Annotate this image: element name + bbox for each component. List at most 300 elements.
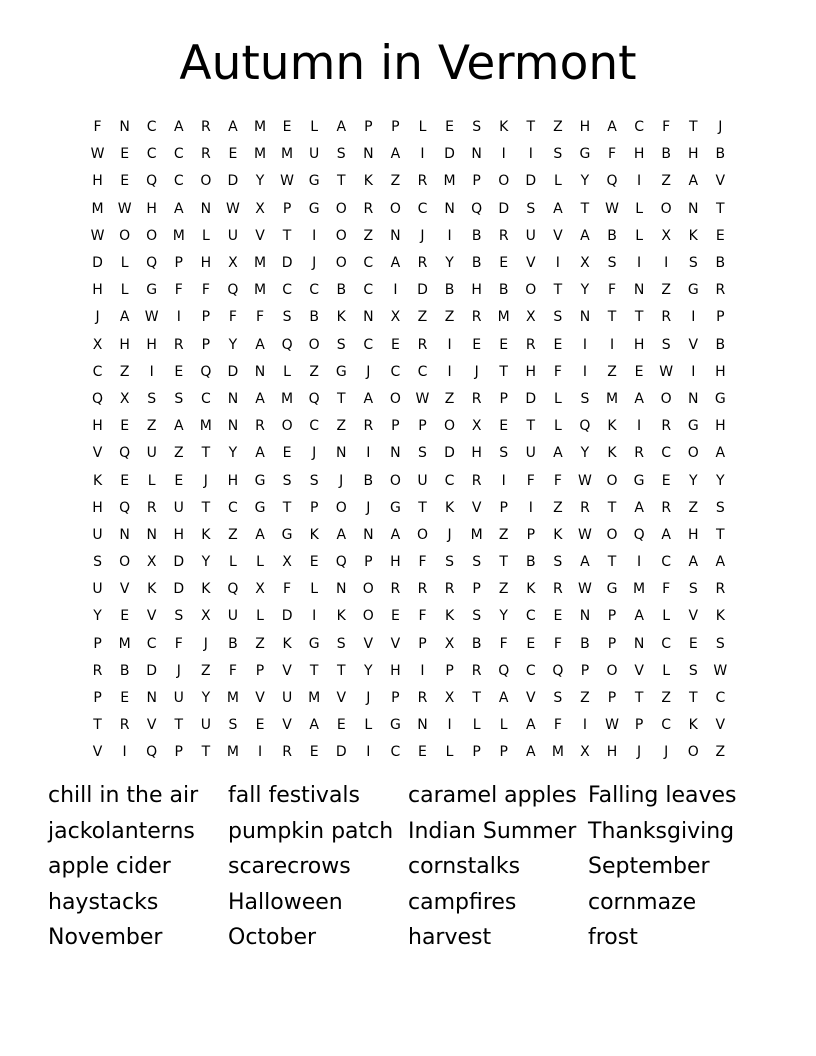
- grid-letter: K: [336, 309, 346, 326]
- grid-letter: F: [553, 717, 562, 734]
- grid-letter: T: [688, 119, 698, 136]
- grid-letter: N: [363, 146, 374, 163]
- grid-letter: H: [390, 662, 401, 679]
- grid-letter: Q: [308, 390, 320, 407]
- grid-letter: O: [362, 608, 374, 625]
- grid-letter: A: [309, 717, 319, 734]
- grid-letter: G: [687, 282, 699, 299]
- grid-letter: S: [93, 554, 102, 571]
- grid-letter: N: [633, 635, 645, 652]
- grid-letter: P: [418, 635, 427, 652]
- grid-letter: S: [174, 608, 184, 625]
- grid-letter: F: [553, 363, 562, 380]
- grid-letter: D: [146, 662, 158, 679]
- grid-letter: U: [281, 690, 293, 707]
- grid-letter: Y: [716, 472, 725, 489]
- word-list-item: November: [48, 925, 163, 950]
- grid-letter: I: [312, 227, 317, 244]
- grid-letter: A: [634, 390, 644, 407]
- grid-letter: Y: [580, 445, 590, 462]
- word-list-item: haystacks: [48, 889, 159, 915]
- grid-letter: I: [582, 363, 588, 380]
- grid-letter: H: [687, 526, 699, 543]
- grid-letter: E: [336, 717, 346, 734]
- grid-letter: R: [471, 309, 482, 326]
- grid-letter: H: [92, 173, 103, 190]
- grid-letter: V: [119, 581, 130, 598]
- word-list-item: cornstalks: [408, 854, 521, 879]
- grid-letter: Q: [92, 390, 104, 407]
- grid-letter: A: [173, 200, 184, 217]
- grid-row: [84, 196, 734, 223]
- grid-letter: F: [418, 608, 427, 625]
- grid-letter: P: [472, 581, 481, 598]
- grid-letter: G: [281, 526, 293, 543]
- grid-letter: C: [363, 336, 374, 353]
- grid-letter: P: [499, 744, 508, 761]
- grid-letter: R: [363, 200, 374, 217]
- grid-letter: J: [95, 309, 100, 326]
- grid-letter: B: [309, 309, 319, 326]
- grid-letter: A: [228, 119, 238, 136]
- grid-letter: L: [445, 744, 454, 761]
- grid-letter: E: [715, 227, 725, 244]
- grid-letter: A: [390, 526, 401, 543]
- grid-letter: I: [176, 309, 181, 326]
- grid-letter: K: [607, 418, 617, 435]
- grid-letter: Z: [309, 363, 319, 380]
- word-list-item: scarecrows: [228, 854, 351, 879]
- grid-letter: P: [391, 690, 400, 707]
- grid-letter: F: [418, 554, 427, 571]
- grid-letter: R: [417, 255, 428, 272]
- grid-letter: P: [499, 499, 508, 516]
- grid-letter: Q: [552, 662, 564, 679]
- grid-letter: N: [254, 363, 266, 380]
- grid-letter: A: [255, 390, 265, 407]
- letter-grid: [84, 114, 734, 767]
- grid-letter: R: [553, 581, 563, 598]
- grid-letter: E: [418, 744, 427, 761]
- grid-letter: I: [582, 717, 588, 734]
- grid-letter: C: [309, 418, 320, 435]
- grid-letter: K: [444, 608, 455, 625]
- grid-row: [84, 114, 734, 141]
- word-list-item: Thanksgiving: [588, 818, 735, 844]
- grid-letter: D: [173, 581, 185, 598]
- grid-letter: W: [659, 363, 674, 380]
- grid-letter: Z: [607, 363, 617, 380]
- grid-letter: W: [90, 146, 105, 163]
- grid-letter: L: [120, 255, 129, 272]
- grid-letter: R: [580, 499, 590, 516]
- grid-letter: B: [363, 472, 374, 489]
- grid-letter: B: [336, 282, 347, 299]
- grid-letter: P: [391, 119, 400, 136]
- grid-letter: P: [472, 744, 481, 761]
- grid-letter: H: [715, 363, 726, 380]
- grid-letter: O: [606, 526, 618, 543]
- grid-letter: L: [662, 608, 671, 625]
- grid-letter: Y: [499, 608, 508, 625]
- grid-letter: T: [309, 662, 319, 679]
- grid-letter: P: [418, 418, 427, 435]
- grid-letter: K: [201, 581, 211, 598]
- grid-letter: T: [634, 309, 644, 326]
- grid-letter: D: [281, 608, 293, 625]
- grid-letter: L: [201, 227, 210, 244]
- grid-letter: L: [256, 554, 264, 571]
- grid-letter: M: [91, 200, 104, 217]
- grid-letter: F: [93, 119, 102, 136]
- grid-letter: H: [92, 499, 103, 516]
- grid-letter: K: [201, 526, 211, 543]
- grid-letter: I: [609, 336, 615, 353]
- grid-letter: V: [526, 255, 536, 272]
- grid-letter: Q: [498, 662, 510, 679]
- grid-letter: E: [553, 336, 563, 353]
- grid-letter: H: [633, 146, 645, 163]
- grid-letter: P: [634, 717, 644, 734]
- grid-letter: S: [445, 554, 454, 571]
- word-list-item: September: [588, 854, 710, 879]
- grid-letter: S: [580, 390, 590, 407]
- word-list-item: Falling leaves: [588, 783, 737, 808]
- grid-letter: K: [147, 581, 157, 598]
- grid-letter: C: [146, 146, 157, 163]
- grid-letter: X: [255, 581, 265, 598]
- grid-letter: E: [499, 255, 509, 272]
- grid-letter: W: [605, 717, 619, 734]
- grid-letter: K: [607, 445, 617, 462]
- grid-letter: B: [715, 146, 726, 163]
- grid-letter: Q: [146, 173, 158, 190]
- grid-letter: I: [257, 744, 263, 761]
- grid-letter: A: [553, 445, 563, 462]
- grid-letter: A: [634, 608, 644, 625]
- word-list-item: jackolanterns: [48, 818, 195, 844]
- grid-row: [84, 712, 734, 739]
- grid-letter: P: [472, 173, 481, 190]
- grid-letter: E: [390, 608, 400, 625]
- grid-letter: I: [122, 744, 127, 761]
- grid-letter: I: [637, 418, 642, 435]
- grid-letter: R: [417, 690, 428, 707]
- grid-row: [84, 359, 734, 386]
- grid-letter: P: [445, 662, 454, 679]
- grid-letter: A: [173, 119, 184, 136]
- grid-letter: A: [119, 309, 130, 326]
- grid-letter: T: [607, 499, 617, 516]
- grid-letter: R: [471, 390, 482, 407]
- grid-letter: W: [713, 662, 728, 679]
- grid-letter: Y: [364, 662, 373, 679]
- grid-letter: Q: [146, 744, 158, 761]
- grid-letter: F: [662, 119, 671, 136]
- grid-letter: C: [715, 690, 726, 707]
- grid-letter: K: [282, 635, 292, 652]
- grid-letter: D: [498, 200, 510, 217]
- grid-letter: R: [417, 581, 428, 598]
- grid-letter: X: [580, 255, 590, 272]
- grid-letter: W: [415, 390, 430, 407]
- grid-letter: X: [146, 554, 157, 571]
- word-list-item: Indian Summer: [408, 818, 577, 844]
- grid-letter: E: [499, 336, 509, 353]
- grid-letter: R: [417, 173, 428, 190]
- grid-letter: Y: [228, 336, 238, 353]
- grid-letter: D: [417, 282, 428, 299]
- grid-letter: F: [553, 635, 562, 652]
- grid-letter: C: [146, 635, 157, 652]
- grid-letter: H: [227, 472, 239, 489]
- grid-letter: K: [526, 581, 536, 598]
- grid-letter: I: [447, 227, 452, 244]
- grid-letter: Z: [228, 526, 238, 543]
- grid-letter: E: [255, 717, 265, 734]
- grid-letter: G: [606, 581, 618, 598]
- grid-letter: R: [498, 227, 509, 244]
- grid-letter: C: [363, 255, 374, 272]
- grid-letter: C: [92, 363, 103, 380]
- grid-letter: V: [92, 445, 103, 462]
- grid-letter: O: [335, 499, 347, 516]
- grid-row: [84, 250, 734, 277]
- grid-letter: O: [146, 227, 158, 244]
- grid-letter: J: [447, 526, 452, 543]
- grid-letter: W: [90, 227, 105, 244]
- grid-letter: V: [715, 717, 726, 734]
- grid-letter: I: [637, 554, 642, 571]
- grid-letter: D: [227, 363, 239, 380]
- grid-letter: R: [363, 418, 374, 435]
- grid-letter: A: [715, 445, 726, 462]
- grid-letter: O: [389, 200, 401, 217]
- grid-letter: A: [526, 717, 536, 734]
- grid-letter: R: [200, 146, 211, 163]
- grid-letter: S: [472, 119, 482, 136]
- grid-letter: A: [580, 227, 590, 244]
- word-list: [48, 779, 788, 957]
- grid-letter: K: [336, 608, 346, 625]
- grid-letter: O: [444, 418, 456, 435]
- grid-letter: T: [716, 526, 725, 543]
- grid-letter: M: [281, 390, 294, 407]
- grid-letter: J: [176, 662, 181, 679]
- grid-letter: Z: [661, 690, 671, 707]
- grid-letter: Q: [146, 255, 158, 272]
- grid-letter: P: [174, 255, 183, 272]
- grid-letter: N: [633, 282, 645, 299]
- grid-letter: K: [553, 526, 563, 543]
- grid-letter: G: [308, 173, 320, 190]
- grid-letter: N: [227, 390, 239, 407]
- grid-letter: S: [418, 445, 427, 462]
- grid-letter: E: [174, 363, 184, 380]
- grid-letter: O: [308, 336, 320, 353]
- grid-letter: E: [309, 554, 319, 571]
- grid-letter: K: [688, 227, 698, 244]
- grid-letter: D: [444, 146, 455, 163]
- grid-letter: T: [93, 717, 102, 734]
- grid-letter: Q: [119, 445, 131, 462]
- grid-letter: H: [146, 200, 157, 217]
- grid-row: [84, 467, 734, 494]
- grid-letter: F: [255, 309, 265, 326]
- grid-letter: H: [579, 119, 591, 136]
- grid-letter: P: [201, 309, 211, 326]
- grid-letter: Y: [580, 282, 590, 299]
- grid-letter: N: [336, 445, 347, 462]
- grid-letter: V: [634, 662, 644, 679]
- grid-letter: H: [471, 445, 482, 462]
- grid-letter: C: [525, 608, 536, 625]
- grid-letter: Z: [498, 581, 509, 598]
- grid-letter: E: [634, 363, 644, 380]
- grid-row: [84, 603, 734, 630]
- grid-letter: V: [146, 608, 157, 625]
- grid-letter: Z: [146, 418, 157, 435]
- grid-letter: C: [363, 282, 374, 299]
- grid-letter: N: [200, 200, 212, 217]
- grid-letter: C: [146, 119, 157, 136]
- grid-letter: C: [228, 499, 238, 516]
- grid-letter: L: [635, 200, 643, 217]
- grid-letter: A: [580, 554, 590, 571]
- grid-letter: U: [227, 608, 239, 625]
- grid-letter: R: [282, 744, 292, 761]
- grid-letter: S: [553, 146, 563, 163]
- grid-letter: C: [200, 390, 211, 407]
- grid-letter: P: [716, 309, 725, 326]
- grid-letter: Q: [335, 554, 347, 571]
- grid-letter: V: [688, 608, 699, 625]
- grid-row: [84, 440, 734, 467]
- grid-letter: N: [444, 200, 455, 217]
- grid-letter: E: [174, 472, 184, 489]
- grid-letter: N: [363, 526, 374, 543]
- grid-letter: O: [498, 173, 510, 190]
- grid-letter: T: [336, 390, 346, 407]
- grid-letter: L: [229, 554, 237, 571]
- grid-letter: P: [364, 119, 373, 136]
- grid-letter: X: [390, 309, 401, 326]
- grid-letter: Z: [498, 526, 509, 543]
- grid-letter: O: [687, 445, 699, 462]
- grid-letter: Z: [444, 390, 455, 407]
- grid-letter: G: [714, 390, 726, 407]
- grid-letter: T: [201, 744, 211, 761]
- grid-letter: E: [120, 608, 130, 625]
- grid-letter: H: [687, 146, 699, 163]
- grid-letter: X: [444, 690, 455, 707]
- grid-letter: V: [553, 227, 563, 244]
- grid-letter: V: [688, 336, 699, 353]
- grid-letter: O: [119, 554, 131, 571]
- grid-letter: F: [526, 472, 535, 489]
- grid-letter: T: [499, 554, 508, 571]
- grid-letter: T: [174, 717, 184, 734]
- grid-letter: F: [174, 635, 183, 652]
- grid-letter: Q: [200, 363, 212, 380]
- grid-letter: V: [92, 744, 103, 761]
- grid-letter: M: [172, 227, 185, 244]
- grid-letter: S: [147, 390, 157, 407]
- grid-letter: C: [661, 554, 672, 571]
- grid-letter: B: [119, 662, 130, 679]
- grid-letter: H: [606, 744, 618, 761]
- grid-letter: G: [389, 717, 401, 734]
- grid-letter: X: [471, 418, 482, 435]
- grid-letter: C: [309, 282, 320, 299]
- grid-letter: S: [472, 608, 482, 625]
- grid-letter: I: [501, 146, 506, 163]
- grid-row: [84, 549, 734, 576]
- grid-letter: I: [528, 499, 533, 516]
- grid-letter: W: [578, 526, 592, 543]
- grid-letter: A: [336, 119, 347, 136]
- grid-letter: V: [255, 227, 265, 244]
- grid-letter: E: [688, 635, 698, 652]
- grid-letter: Y: [201, 554, 211, 571]
- grid-letter: T: [472, 690, 481, 707]
- grid-letter: V: [390, 635, 401, 652]
- grid-letter: U: [417, 472, 428, 489]
- grid-letter: A: [553, 200, 563, 217]
- grid-letter: Y: [228, 445, 238, 462]
- grid-letter: F: [553, 472, 562, 489]
- grid-letter: X: [201, 608, 211, 625]
- grid-letter: Q: [227, 581, 239, 598]
- grid-letter: T: [607, 309, 617, 326]
- grid-letter: S: [688, 255, 698, 272]
- grid-letter: P: [255, 662, 265, 679]
- grid-row: [84, 522, 734, 549]
- grid-letter: J: [339, 472, 344, 489]
- grid-letter: O: [389, 390, 401, 407]
- grid-letter: O: [416, 526, 428, 543]
- grid-letter: O: [525, 282, 537, 299]
- grid-letter: T: [526, 418, 536, 435]
- grid-letter: P: [93, 635, 102, 652]
- grid-letter: A: [363, 390, 374, 407]
- grid-letter: G: [687, 418, 699, 435]
- word-list-item: campfires: [408, 889, 517, 915]
- grid-letter: F: [201, 282, 210, 299]
- grid-letter: C: [634, 119, 644, 136]
- grid-letter: N: [579, 309, 591, 326]
- grid-letter: K: [363, 173, 373, 190]
- grid-letter: Y: [445, 255, 454, 272]
- grid-letter: E: [309, 744, 319, 761]
- grid-letter: T: [336, 173, 346, 190]
- grid-letter: L: [635, 227, 643, 244]
- word-list-item: October: [228, 925, 317, 950]
- grid-letter: E: [120, 146, 130, 163]
- grid-letter: E: [553, 608, 563, 625]
- grid-letter: O: [335, 227, 347, 244]
- grid-letter: Z: [173, 445, 184, 462]
- grid-letter: E: [120, 173, 130, 190]
- grid-letter: K: [715, 608, 725, 625]
- grid-letter: W: [605, 200, 619, 217]
- word-list-item: caramel apples: [408, 783, 577, 808]
- grid-letter: E: [390, 336, 400, 353]
- grid-letter: M: [253, 119, 267, 136]
- grid-letter: N: [390, 227, 401, 244]
- grid-letter: C: [444, 472, 455, 489]
- grid-letter: A: [688, 554, 699, 571]
